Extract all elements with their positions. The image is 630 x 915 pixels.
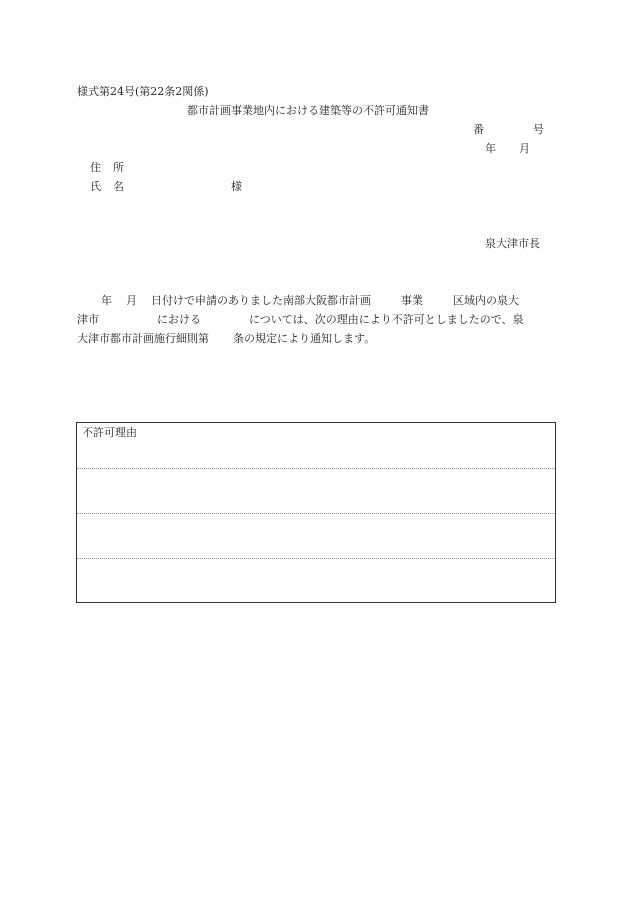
date-month-label: 月	[519, 142, 530, 155]
address-label-part1: 住	[90, 161, 101, 174]
body-project-label: 事業	[401, 294, 423, 307]
name-label-part2: 名	[113, 180, 124, 193]
body-city-text: 津市	[77, 313, 99, 326]
body-line-2	[77, 314, 524, 325]
reference-number-suffix: 号	[533, 123, 544, 136]
reason-box-label: 不許可理由	[82, 426, 137, 439]
body-line-3	[77, 333, 375, 344]
body-notice-text: 条の規定により通知します。	[233, 332, 376, 345]
reason-line-2[interactable]	[77, 513, 555, 514]
reference-number-label: 番	[473, 123, 484, 136]
body-year-label: 年	[101, 294, 112, 307]
name-label-part1: 氏	[90, 180, 101, 193]
body-reason-text: については、次の理由により不許可としましたので、泉	[249, 313, 524, 326]
reason-box	[76, 422, 556, 603]
issuer-mayor: 泉大津市長	[485, 237, 540, 250]
body-area-text: 区域内の泉大	[453, 294, 519, 307]
reason-line-3[interactable]	[77, 558, 555, 559]
honorific-sama: 様	[231, 180, 242, 193]
body-application-text: 日付けで申請のありました南部大阪都市計画	[151, 294, 371, 307]
document-title: 都市計画事業地内における建築等の不許可通知書	[187, 104, 429, 117]
form-number: 様式第24号(第22条2関係)	[77, 85, 209, 98]
body-regulation-text: 大津市都市計画施行細則第	[77, 332, 209, 345]
reason-line-1[interactable]	[77, 468, 555, 469]
body-line-1	[77, 295, 519, 306]
body-month-label: 月	[126, 294, 137, 307]
body-location-text: における	[157, 313, 201, 326]
address-label-part2: 所	[113, 161, 124, 174]
date-year-label: 年	[485, 142, 496, 155]
